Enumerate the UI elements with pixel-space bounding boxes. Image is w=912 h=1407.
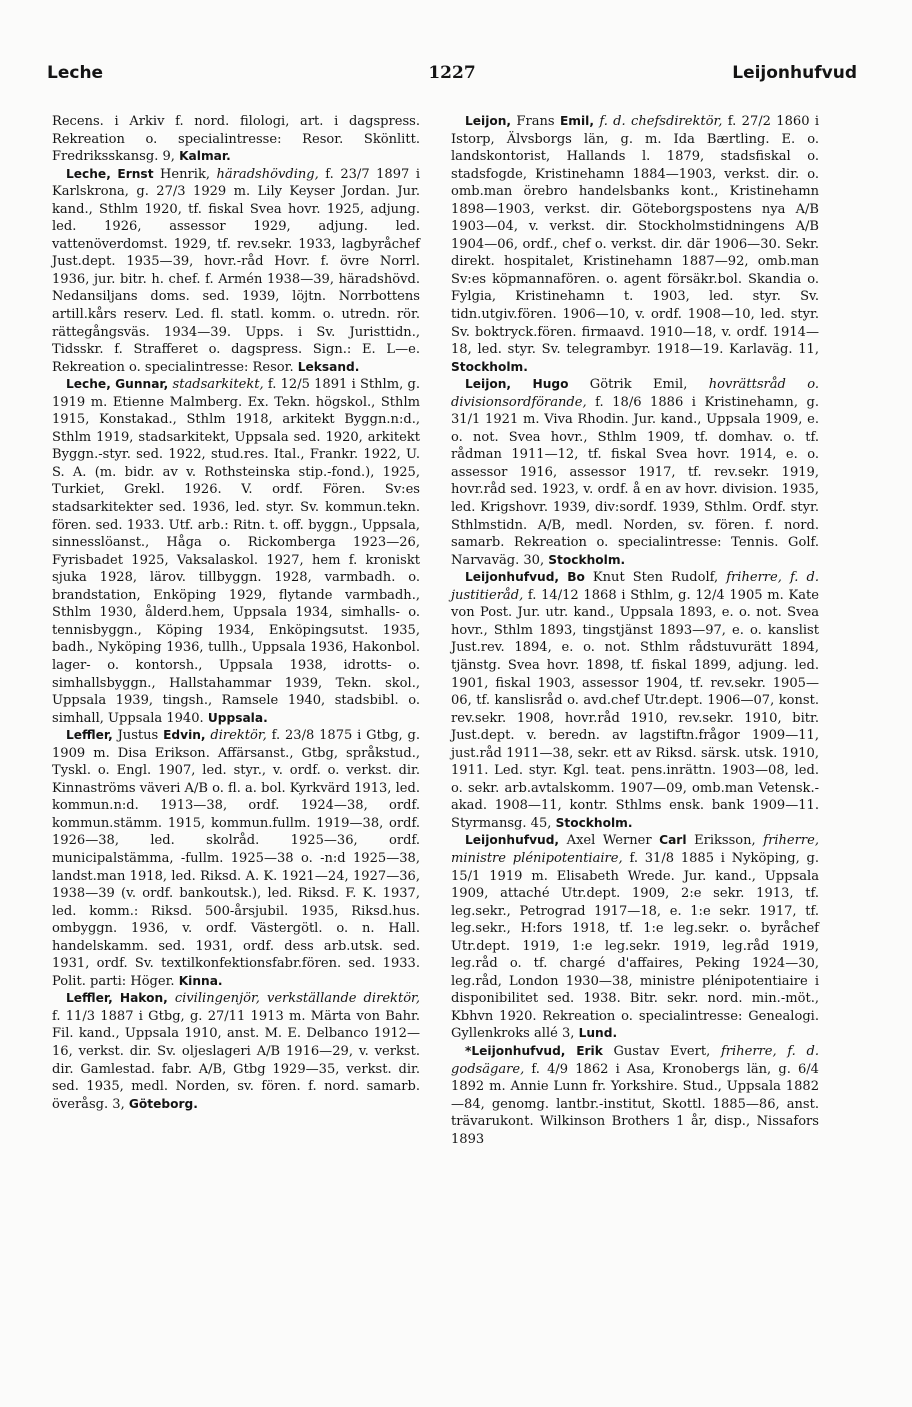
- italic-text: friherre, f. d. godsägare,: [451, 1043, 819, 1077]
- right-column: [451, 113, 819, 1148]
- bold-text: Stockholm.: [451, 359, 528, 374]
- bold-text: Leijonhufvud,: [465, 833, 560, 848]
- body-text: Recens. i Arkiv f. nord. filologi, art. i dagspress. Rekreation o. specialintresse: Resor. Skönlitt. Fredriksskansg. 9,: [52, 114, 420, 165]
- bold-text: Kalmar.: [179, 149, 231, 164]
- biography-entry: [451, 1043, 819, 1148]
- bold-text: Leijonhufvud, Bo: [465, 570, 585, 585]
- bold-text: Leijon,: [465, 114, 512, 128]
- italic-text: friherre, f. d. justitieråd,: [451, 570, 819, 603]
- bold-text: Leijon, Hugo: [465, 377, 569, 392]
- body-text: f. 4/9 1862 i Asa, Kronobergs län, g. 6/4 1892 m. Annie Lunn fr. Yorkshire. Stud., Uppsala 1882—84, genomg. lantbr.-institut, Skottl. 1885—86, anst. trävarukont. Wilkinson Brothers 1 år, disp., Nissafors 1893: [451, 1061, 819, 1147]
- italic-text: f. d. chefsdirektör,: [599, 114, 723, 129]
- body-text: Gustav Evert,: [602, 1043, 721, 1059]
- bold-text: Leksand.: [297, 359, 360, 374]
- biography-entry: [451, 832, 819, 1043]
- left-column: [52, 113, 420, 1113]
- body-text: Knut Sten Rudolf,: [584, 570, 727, 586]
- biography-entry: [451, 569, 819, 832]
- body-text: f. 18/6 1886 i Kristinehamn, g. 31/1 1921 m. Viva Rhodin. Jur. kand., Uppsala 1909, e. o. not. Svea hovr., Sthlm 1909, tf. domhav. o. tf. rådman 1911—12, tf. fiskal Svea hovr. 1914, e. o. assessor 1916, assessor 1917, tf. rev.sekr. 1919, hovr.råd sed. 1923, v. ordf. å en av hovr. division. 1935, led. Krigshovr. 1939, div:sordf. 1939, Sthlm. Ordf. styr. Sthlmstidn. A/B, medl. Norden, sv. fören. f. nord. samarb. Rekreation o. specialintresse: Tennis. Golf. Narvaväg. 30,: [451, 394, 819, 568]
- body-text: Frans: [511, 114, 560, 129]
- body-text: [168, 991, 175, 1006]
- bold-text: Leche, Ernst: [66, 166, 154, 181]
- bold-text: Göteborg.: [128, 1096, 198, 1111]
- italic-text: civilingenjör, verkställande direktör,: [174, 991, 420, 1007]
- body-text: f. 14/12 1868 i Sthlm, g. 12/4 1905 m. Kate von Post. Jur. utr. kand., Uppsala 1893, e. o. not. Svea hovr., Sthlm 1893, tingstjänst 1893—97, e. o. kanslist Just.rev. 1894, e. o. not. Sthlm rådstuvurätt 1894, tjänstg. Svea hovr. 1898, tf. fiskal 1899, adjung. led. 1901, fiskal 1903, assessor 1904, tf. rev.sekr. 1905—06, tf. kanslisråd o. avd.chef Utr.dept. 1906—07, konst. rev.sekr. 1908, hovr.råd 1910, rev.sekr. 1910, bitr. Just.dept. v. beredn. av lagstiftn.frågor 1909—11, just.råd 1911—38, sekr. ett av Riksd. särsk. utsk. 1910, 1911. Led. styr. Kgl. teat. pens.inrättn. 1903—08, led. o. sekr. arb.avtalskomm. 1907—09, omb.man Vetensk.-akad. 1908—11, kontr. Sthlms ensk. bank 1909—11. Styrmansg. 45,: [451, 587, 819, 831]
- page-number: 1227: [428, 63, 476, 83]
- bold-text: *Leijonhufvud, Erik: [465, 1043, 603, 1058]
- running-head: [47, 63, 857, 91]
- body-text: f. 12/5 1891 i Sthlm, g. 1919 m. Etienne Malmberg. Ex. Tekn. högskol., Sthlm 1915, Konstakad., Sthlm 1918, arkitekt Byggn.n:d., Sthlm 1919, stadsarkitekt, Uppsala sed. 1920, arkitekt Byggn.-styr. sed. 1922, stud.res. Ital., Frankr. 1922, U. S. A. (m. bidr. av v. Rothsteinska stip.-fond.), 1925, Turkiet, Grekl. 1926. V. ordf. Fören. Sv:es stadsarkitekter sed. 1936, led. styr. Sv. kommun.tekn. fören. sed. 1933. Utf. arb.: Ritn. t. off. byggn., Uppsala, sinnesslöanst., Håga o. Rickomberga 1923—26, Fyrisbadet 1925, Vaksalaskol. 1927, hem f. kroniskt sjuka 1928, lärov. tillbyggn. 1928, varmbadh. o. brandstation, Enköping 1929, flytande varmbadh., Sthlm 1930, ålderd.hem, Uppsala 1934, simhalls- o. tennisbyggn., Köping 1934, Enköpingsutst. 1935, badh., Nyköping 1936, tullh., Uppsala 1936, Hakonbol. lager- o. kontorsh., Uppsala 1938, idrotts- o. simhallsbyggn., Hallstahammar 1939, Tekn. skol., Uppsala 1939, tingsh., Ramsele 1940, stadsbibl. o. simhall, Uppsala 1940.: [52, 377, 420, 726]
- bold-text: Leffler,: [66, 728, 113, 743]
- bold-text: Stockholm.: [548, 552, 626, 567]
- body-text: f. 23/8 1875 i Gtbg, g. 1909 m. Disa Erikson. Affärsanst., Gtbg, språkstud., Tyskl. o. Engl. 1907, led. styr., v. ordf. o. verkst. dir. Kinnaströms väveri A/B o. fl. a. bol. Kyrkvärd 1913, led. kommun.n:d. 1913—38, ordf. 1924—38, ordf. kommun.stämm. 1915, kommun.fullm. 1919—38, ordf. 1926—38, led. skolråd. 1925—36, ordf. municipalstämma, -fullm. 1925—38 o. -n:d 1925—38, landst.man 1918, led. Riksd. A. K. 1921—24, 1927—36, 1938—39 (v. ordf. bankoutsk.), led. Riksd. F. K. 1937, led. komm.: Riksd. 500-årsjubil. 1935, Riksd.hus. ombyggn. 1936, v. ordf. Västergötl. o. n. Hall. handelskamm. sed. 1931, ordf. dess arb.utsk. sed. 1931, ordf. Sv. textilkonfektionsfabr.fören. sed. 1933. Polit. parti: Höger.: [52, 728, 420, 989]
- biography-entry: [52, 166, 420, 377]
- italic-text: hovrättsråd o. divisionsordförande,: [451, 377, 819, 410]
- biography-entry: [52, 990, 420, 1113]
- bold-text: Uppsala.: [207, 710, 268, 725]
- biography-entry: [52, 376, 420, 727]
- biography-entry: [451, 113, 819, 376]
- bold-text: Carl: [659, 833, 687, 848]
- italic-text: friherre, ministre plénipotentiaire,: [451, 833, 819, 866]
- bold-text: Edvin,: [163, 728, 206, 743]
- body-text: Götrik Emil,: [568, 377, 709, 393]
- header-left-keyword: Leche: [47, 63, 104, 83]
- body-text: Henrik,: [153, 166, 217, 182]
- body-text: f. 31/8 1885 i Nyköping, g. 15/1 1919 m. Elisabeth Wrede. Jur. kand., Uppsala 1909, attaché Utr.dept. 1909, 2:e sekr. 1913, tf. leg.sekr., Petrograd 1917—18, e. 1:e sekr. 1917, tf. leg.sekr., H:fors 1918, tf. 1:e leg.sekr. o. byråchef Utr.dept. 1919, 1:e leg.sekr. 1919, leg.råd 1919, leg.råd o. tf. chargé d'affaires, Peking 1924—30, leg.råd, London 1930—38, ministre plénipotentiaire i disponibilitet sed. 1938. Bitr. sekr. nord. min.-möt., Kbhvn 1920. Rekreation o. specialintresse: Genealogi. Gyllenkroks allé 3,: [451, 850, 820, 1042]
- italic-text: häradshövding,: [216, 166, 319, 182]
- bold-text: Stockholm.: [555, 815, 633, 830]
- biography-entry: [451, 376, 819, 569]
- body-text: Eriksson,: [686, 833, 764, 849]
- header-right-keyword: Leijonhufvud: [732, 63, 857, 83]
- biography-entry: [52, 727, 420, 990]
- body-text: Axel Werner: [559, 833, 660, 849]
- body-text: Justus: [112, 728, 164, 744]
- bold-text: Kinna.: [178, 973, 223, 988]
- bold-text: Lund.: [578, 1026, 618, 1041]
- body-text: f. 11/3 1887 i Gtbg, g. 27/11 1913 m. Märta von Bahr. Fil. kand., Uppsala 1910, anst. M. E. Delbanco 1912—16, verkst. dir. Sv. oljeslageri A/B 1916—29, v. verkst. dir. Gamlestad. fabr. A/B, Gtbg 1929—35, verkst. dir. sed. 1935, medl. Norden, sv. fören. f. nord. samarb. överåsg. 3,: [52, 1008, 420, 1112]
- bold-text: Leffler, Hakon,: [66, 991, 168, 1006]
- bold-text: Leche, Gunnar,: [66, 377, 169, 392]
- italic-text: stadsarkitekt,: [172, 377, 264, 393]
- body-text: f. 23/7 1897 i Karlskrona, g. 27/3 1929 m. Lily Keyser Jordan. Jur. kand., Sthlm 1920, tf. fiskal Svea hovr. 1925, adjung. led. 1926, assessor 1929, adjung. led. vattenöverdomst. 1929, tf. rev.sekr. 1933, lagbyråchef Just.dept. 1935—39, hovr.-råd Hovr. f. övre Norrl. 1936, jur. bitr. h. chef. f. Armén 1938—39, häradshövd. Nedansiljans doms. sed. 1939, löjtn. Norrbottens artill.kårs reserv. Led. fl. statl. komm. o. utredn. rör. rättegångsväs. 1934—39. Upps. i Sv. Juristtidn., Tidsskr. f. Strafferet o. dagspress. Sign.: E. L—e. Rekreation o. specialintresse: Resor.: [52, 166, 420, 375]
- bold-text: Emil,: [559, 114, 594, 128]
- body-text: f. 27/2 1860 i Istorp, Älvsborgs län, g. m. Ida Bærtling. E. o. landskontorist, Hallands l. 1879, stadsfiskal o. stadsfogde, Kristinehamn 1884—1903, verkst. dir. o. omb.man örebro handelsbanks kont., Kristinehamn 1898—1903, verkst. dir. Göteborgspostens nya A/B 1903—04, v. verkst. dir. Stockholmstidningens A/B 1904—06, ordf., chef o. verkst. dir. där 1906—30. Sekr. direkt. hospitalet, Kristinehamn 1887—92, omb.man Sv:es köpmannafören. o. agent försäkr.bol. Skandia o. Fylgia, Kristinehamn t. 1903, led. styr. Sv. tidn.utgiv.fören. 1906—10, v. ordf. 1908—10, led. styr. Sv. boktryck.fören. firmaavd. 1910—18, v. ordf. 1914—18, led. styr. Sv. telegrambyr. 1918—19. Karlaväg. 11,: [451, 114, 820, 358]
- biography-entry: [52, 113, 420, 166]
- italic-text: direktör,: [210, 728, 267, 744]
